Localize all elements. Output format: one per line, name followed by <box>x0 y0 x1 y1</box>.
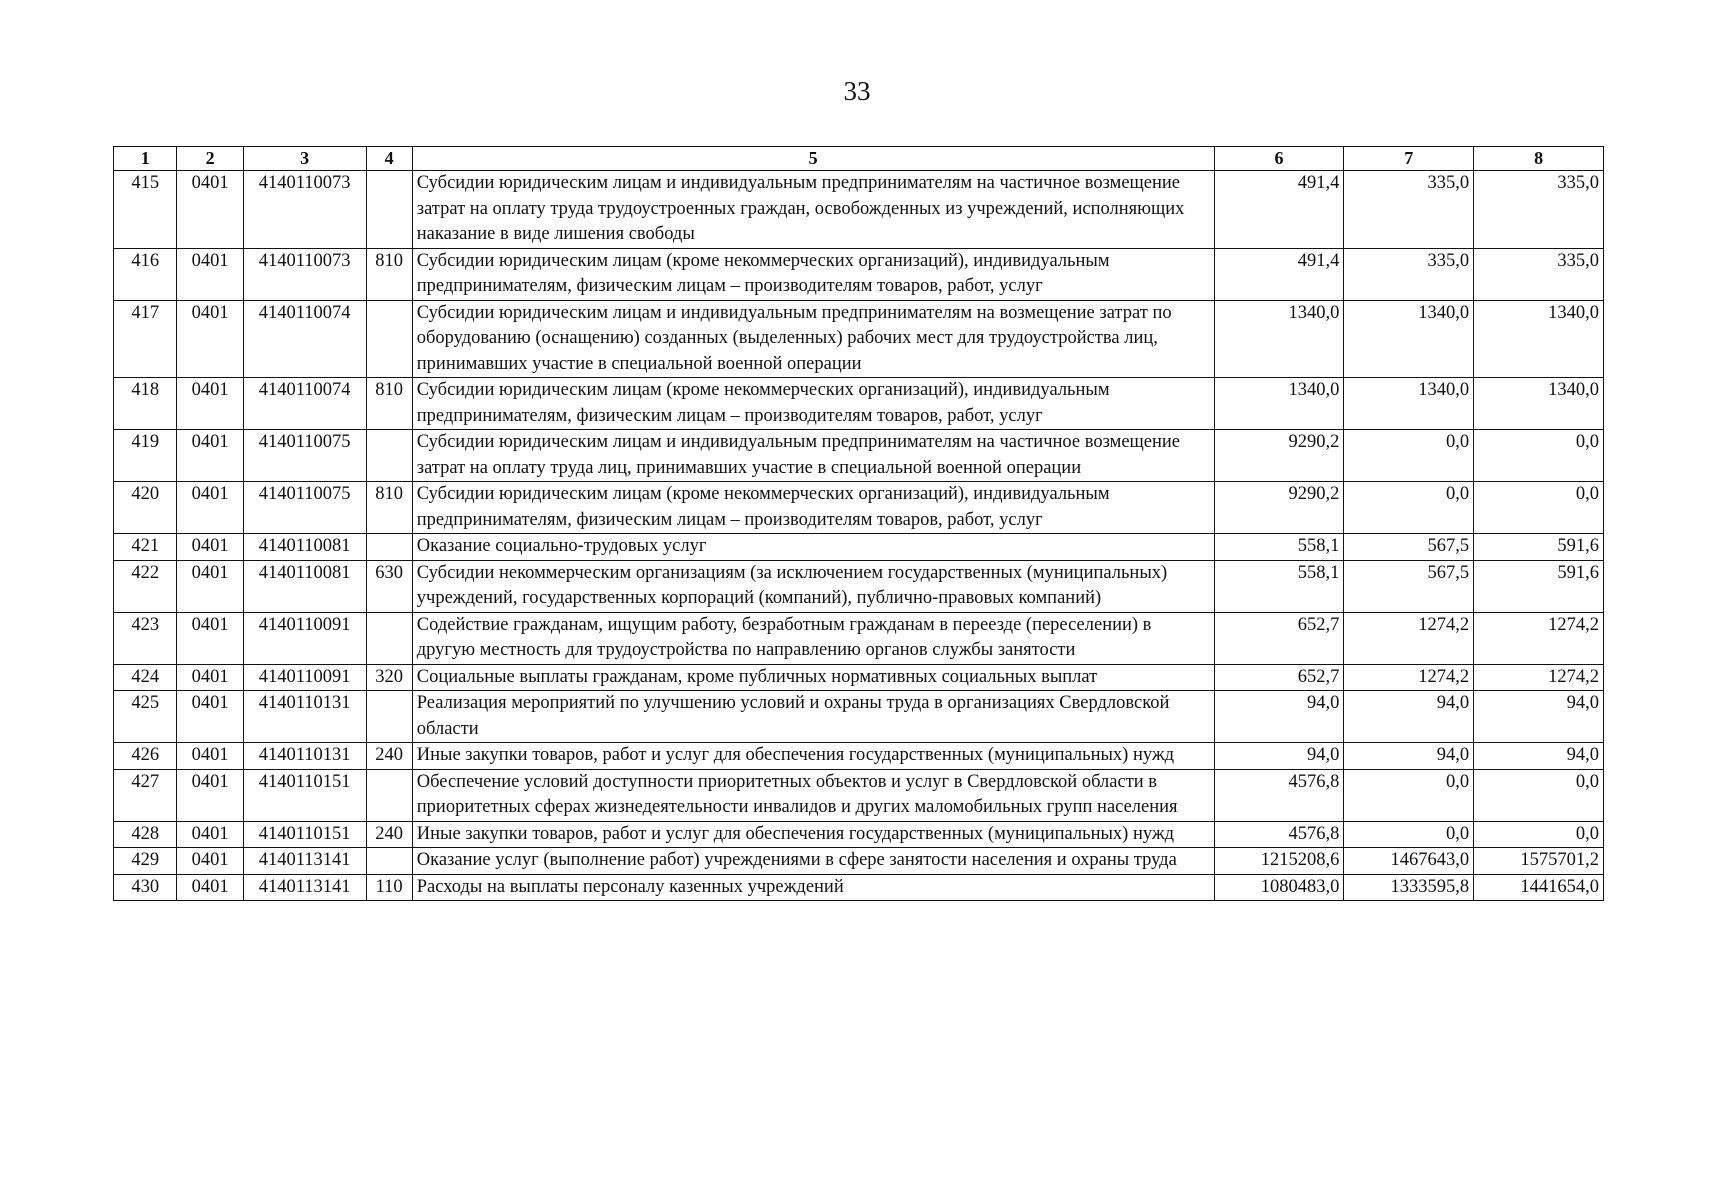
expense-type-cell: 240 <box>366 743 412 770</box>
expense-type-cell <box>366 848 412 875</box>
row-number-cell: 418 <box>114 378 177 430</box>
table-row <box>114 248 1604 300</box>
amount-col8-cell: 0,0 <box>1474 769 1604 821</box>
expense-type-cell: 110 <box>366 874 412 901</box>
column-header: 6 <box>1214 147 1344 171</box>
section-code-cell: 0401 <box>177 612 243 664</box>
description-cell: Субсидии юридическим лицам и индивидуальным предпринимателям на частичное возмещение затрат на оплату труда лиц, принимавших участие в специальной военной операции <box>412 430 1214 482</box>
table-row <box>114 769 1604 821</box>
budget-table <box>113 146 1604 901</box>
amount-col6-cell: 491,4 <box>1214 248 1344 300</box>
amount-col7-cell: 0,0 <box>1344 821 1474 848</box>
amount-col7-cell: 1340,0 <box>1344 300 1474 378</box>
amount-col7-cell: 335,0 <box>1344 171 1474 249</box>
amount-col7-cell: 1333595,8 <box>1344 874 1474 901</box>
amount-col7-cell: 1274,2 <box>1344 612 1474 664</box>
table-row <box>114 612 1604 664</box>
target-article-cell: 4140110151 <box>243 769 366 821</box>
expense-type-cell: 630 <box>366 560 412 612</box>
amount-col6-cell: 652,7 <box>1214 612 1344 664</box>
amount-col6-cell: 94,0 <box>1214 691 1344 743</box>
description-cell: Оказание социально-трудовых услуг <box>412 534 1214 561</box>
amount-col6-cell: 94,0 <box>1214 743 1344 770</box>
amount-col7-cell: 94,0 <box>1344 691 1474 743</box>
amount-col8-cell: 335,0 <box>1474 248 1604 300</box>
row-number-cell: 417 <box>114 300 177 378</box>
table-header-row <box>114 147 1604 171</box>
section-code-cell: 0401 <box>177 821 243 848</box>
description-cell: Субсидии юридическим лицам (кроме некоммерческих организаций), индивидуальным предпринимателям, физическим лицам – производителям товаров, работ, услуг <box>412 248 1214 300</box>
table-row <box>114 482 1604 534</box>
target-article-cell: 4140110091 <box>243 664 366 691</box>
description-cell: Субсидии юридическим лицам и индивидуальным предпринимателям на частичное возмещение затрат на оплату труда трудоустроенных граждан, освобожденных из учреждений, исполняющих наказание в виде лишения свободы <box>412 171 1214 249</box>
target-article-cell: 4140110075 <box>243 430 366 482</box>
section-code-cell: 0401 <box>177 534 243 561</box>
amount-col8-cell: 1441654,0 <box>1474 874 1604 901</box>
row-number-cell: 428 <box>114 821 177 848</box>
expense-type-cell <box>366 300 412 378</box>
table-row <box>114 664 1604 691</box>
target-article-cell: 4140110091 <box>243 612 366 664</box>
section-code-cell: 0401 <box>177 848 243 875</box>
amount-col8-cell: 1274,2 <box>1474 612 1604 664</box>
row-number-cell: 421 <box>114 534 177 561</box>
description-cell: Иные закупки товаров, работ и услуг для обеспечения государственных (муниципальных) нужд <box>412 743 1214 770</box>
target-article-cell: 4140110131 <box>243 743 366 770</box>
target-article-cell: 4140110081 <box>243 534 366 561</box>
description-cell: Обеспечение условий доступности приоритетных объектов и услуг в Свердловской области в приоритетных сферах жизнедеятельности инвалидов и других маломобильных групп населения <box>412 769 1214 821</box>
amount-col8-cell: 94,0 <box>1474 743 1604 770</box>
column-header: 4 <box>366 147 412 171</box>
expense-type-cell: 810 <box>366 378 412 430</box>
section-code-cell: 0401 <box>177 743 243 770</box>
description-cell: Субсидии некоммерческим организациям (за исключением государственных (муниципальных) учреждений, государственных корпораций (компаний), публично-правовых компаний) <box>412 560 1214 612</box>
table-row <box>114 848 1604 875</box>
expense-type-cell: 810 <box>366 248 412 300</box>
amount-col6-cell: 1340,0 <box>1214 378 1344 430</box>
amount-col6-cell: 558,1 <box>1214 560 1344 612</box>
description-cell: Реализация мероприятий по улучшению условий и охраны труда в организациях Свердловской области <box>412 691 1214 743</box>
column-header: 8 <box>1474 147 1604 171</box>
amount-col8-cell: 591,6 <box>1474 534 1604 561</box>
expense-type-cell: 240 <box>366 821 412 848</box>
amount-col7-cell: 335,0 <box>1344 248 1474 300</box>
amount-col8-cell: 0,0 <box>1474 482 1604 534</box>
target-article-cell: 4140110075 <box>243 482 366 534</box>
amount-col6-cell: 652,7 <box>1214 664 1344 691</box>
page-number: 33 <box>843 76 871 106</box>
expense-type-cell <box>366 171 412 249</box>
section-code-cell: 0401 <box>177 482 243 534</box>
column-header: 1 <box>114 147 177 171</box>
amount-col6-cell: 4576,8 <box>1214 769 1344 821</box>
section-code-cell: 0401 <box>177 430 243 482</box>
column-header: 3 <box>243 147 366 171</box>
table-row <box>114 743 1604 770</box>
amount-col6-cell: 9290,2 <box>1214 430 1344 482</box>
section-code-cell: 0401 <box>177 874 243 901</box>
amount-col8-cell: 591,6 <box>1474 560 1604 612</box>
target-article-cell: 4140110151 <box>243 821 366 848</box>
row-number-cell: 415 <box>114 171 177 249</box>
target-article-cell: 4140110131 <box>243 691 366 743</box>
expense-type-cell <box>366 691 412 743</box>
table-row <box>114 821 1604 848</box>
description-cell: Субсидии юридическим лицам (кроме некоммерческих организаций), индивидуальным предпринимателям, физическим лицам – производителям товаров, работ, услуг <box>412 482 1214 534</box>
row-number-cell: 426 <box>114 743 177 770</box>
amount-col6-cell: 4576,8 <box>1214 821 1344 848</box>
column-header: 5 <box>412 147 1214 171</box>
expense-type-cell <box>366 612 412 664</box>
table-row <box>114 534 1604 561</box>
amount-col6-cell: 1340,0 <box>1214 300 1344 378</box>
row-number-cell: 423 <box>114 612 177 664</box>
section-code-cell: 0401 <box>177 691 243 743</box>
amount-col7-cell: 94,0 <box>1344 743 1474 770</box>
row-number-cell: 430 <box>114 874 177 901</box>
section-code-cell: 0401 <box>177 769 243 821</box>
section-code-cell: 0401 <box>177 664 243 691</box>
table-row <box>114 560 1604 612</box>
table-row <box>114 378 1604 430</box>
row-number-cell: 424 <box>114 664 177 691</box>
target-article-cell: 4140110081 <box>243 560 366 612</box>
amount-col8-cell: 94,0 <box>1474 691 1604 743</box>
description-cell: Расходы на выплаты персоналу казенных учреждений <box>412 874 1214 901</box>
section-code-cell: 0401 <box>177 560 243 612</box>
description-cell: Иные закупки товаров, работ и услуг для обеспечения государственных (муниципальных) нужд <box>412 821 1214 848</box>
amount-col8-cell: 0,0 <box>1474 821 1604 848</box>
amount-col7-cell: 1467643,0 <box>1344 848 1474 875</box>
table-row <box>114 874 1604 901</box>
amount-col8-cell: 335,0 <box>1474 171 1604 249</box>
amount-col6-cell: 491,4 <box>1214 171 1344 249</box>
row-number-cell: 425 <box>114 691 177 743</box>
amount-col7-cell: 567,5 <box>1344 560 1474 612</box>
target-article-cell: 4140110074 <box>243 378 366 430</box>
amount-col8-cell: 1340,0 <box>1474 378 1604 430</box>
row-number-cell: 419 <box>114 430 177 482</box>
expense-type-cell: 320 <box>366 664 412 691</box>
amount-col7-cell: 0,0 <box>1344 430 1474 482</box>
table-row <box>114 300 1604 378</box>
description-cell: Субсидии юридическим лицам (кроме некоммерческих организаций), индивидуальным предпринимателям, физическим лицам – производителям товаров, работ, услуг <box>412 378 1214 430</box>
amount-col6-cell: 9290,2 <box>1214 482 1344 534</box>
amount-col8-cell: 1340,0 <box>1474 300 1604 378</box>
amount-col7-cell: 0,0 <box>1344 482 1474 534</box>
target-article-cell: 4140113141 <box>243 848 366 875</box>
table-row <box>114 171 1604 249</box>
expense-type-cell <box>366 430 412 482</box>
table-row <box>114 691 1604 743</box>
row-number-cell: 427 <box>114 769 177 821</box>
column-header: 2 <box>177 147 243 171</box>
section-code-cell: 0401 <box>177 171 243 249</box>
amount-col6-cell: 1080483,0 <box>1214 874 1344 901</box>
target-article-cell: 4140110074 <box>243 300 366 378</box>
amount-col7-cell: 567,5 <box>1344 534 1474 561</box>
description-cell: Содействие гражданам, ищущим работу, безработным гражданам в переезде (переселении) в другую местность для трудоустройства по направлению органов службы занятости <box>412 612 1214 664</box>
description-cell: Социальные выплаты гражданам, кроме публичных нормативных социальных выплат <box>412 664 1214 691</box>
row-number-cell: 416 <box>114 248 177 300</box>
row-number-cell: 420 <box>114 482 177 534</box>
amount-col6-cell: 558,1 <box>1214 534 1344 561</box>
target-article-cell: 4140113141 <box>243 874 366 901</box>
target-article-cell: 4140110073 <box>243 248 366 300</box>
expense-type-cell <box>366 769 412 821</box>
expense-type-cell: 810 <box>366 482 412 534</box>
amount-col8-cell: 1575701,2 <box>1474 848 1604 875</box>
section-code-cell: 0401 <box>177 300 243 378</box>
section-code-cell: 0401 <box>177 248 243 300</box>
description-cell: Субсидии юридическим лицам и индивидуальным предпринимателям на возмещение затрат по оборудованию (оснащению) созданных (выделенных) рабочих мест для трудоустройства лиц, принимавших участие в специальной военной операции <box>412 300 1214 378</box>
amount-col8-cell: 0,0 <box>1474 430 1604 482</box>
amount-col7-cell: 0,0 <box>1344 769 1474 821</box>
amount-col8-cell: 1274,2 <box>1474 664 1604 691</box>
row-number-cell: 429 <box>114 848 177 875</box>
amount-col6-cell: 1215208,6 <box>1214 848 1344 875</box>
amount-col7-cell: 1274,2 <box>1344 664 1474 691</box>
column-header: 7 <box>1344 147 1474 171</box>
row-number-cell: 422 <box>114 560 177 612</box>
target-article-cell: 4140110073 <box>243 171 366 249</box>
amount-col7-cell: 1340,0 <box>1344 378 1474 430</box>
section-code-cell: 0401 <box>177 378 243 430</box>
expense-type-cell <box>366 534 412 561</box>
table-row <box>114 430 1604 482</box>
description-cell: Оказание услуг (выполнение работ) учреждениями в сфере занятости населения и охраны труда <box>412 848 1214 875</box>
